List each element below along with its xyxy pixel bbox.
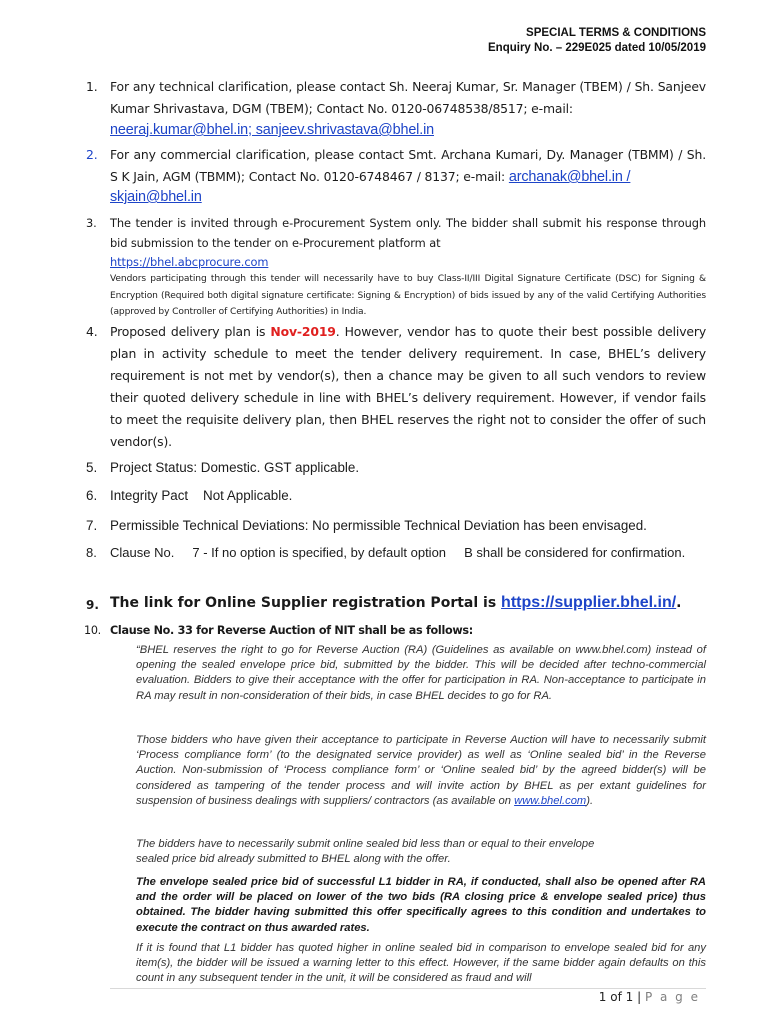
clause-item-10: [84, 623, 706, 639]
delivery-date-highlight: Nov-2019: [270, 324, 336, 339]
bhel-website-link[interactable]: www.bhel.com: [514, 794, 587, 807]
item-text: Project Status: Domestic. GST applicable.: [110, 460, 360, 475]
clause-item-4: [86, 321, 707, 453]
reverse-auction-paragraph-5: If it is found that L1 bidder has quoted higher in online sealed bid in comparison to envelope sealed bid for any item(s), the bidder will be issued a warning letter to this effect. However, if the same bidder again defaults on this count in any subsequent tender in the unit, it will be considered as fraud and will: [136, 942, 706, 985]
item-text-pre: Proposed delivery plan is: [110, 324, 271, 339]
item-text: Integrity Pact Not Applicable.: [110, 488, 293, 503]
item-number: 10.: [84, 624, 101, 637]
footer-divider: [110, 988, 706, 989]
eprocurement-link[interactable]: https://bhel.abcprocure.com: [110, 255, 269, 269]
item-text-post: . However, vendor has to quote their best possible delivery plan in activity schedule to meet the tender delivery requirement. In case, BHEL’s delivery requirement is not met by vendor(s), then a chance may be given to all such vendors to review their quoted delivery schedule in line with BHEL’s delivery requirement. However, if vendor fails to meet the requisite delivery plan, then BHEL reserves the right not to consider the offer of such vendor(s).: [110, 324, 707, 449]
dsc-note: Vendors participating through this tender will necessarily have to buy Class-II/III Digital Signature Certificate (DSC) for Signing & Encryption (Required both digital signature certificate: Signing & Encryption) of bids issued by any of the valid Certifying Authorities (approved by Controller of Certifying Authorities) in India.: [110, 274, 706, 317]
item-text: Clause No. 7 - If no option is specified, by default option B shall be considered for confirmation.: [110, 545, 686, 560]
clause-item-7: [86, 517, 706, 535]
clause-item-8: [86, 544, 706, 562]
document-header: [488, 26, 706, 56]
paragraph-text: Those bidders who have given their acceptance to participate in Reverse Auction will have to necessarily submit ‘Process compliance form’ (to the designated service provider) as well as ‘Online sealed bid’ in the Reverse Auction. Non-submission of ‘Process compliance form’ or ‘Online sealed bid’ by the agreed bidder(s) will be considered as tampering of the tender process and will invite action by BHEL as per extant guidelines for suspension of business dealings with suppliers/ contractors (as available on: [136, 734, 706, 807]
item-number: 1.: [86, 79, 98, 94]
clause-item-3: [86, 213, 706, 321]
supplier-portal-link[interactable]: https://supplier.bhel.in/: [501, 594, 677, 611]
item-text: The link for Online Supplier registration Portal is: [110, 595, 502, 611]
item-number: 5.: [86, 460, 98, 475]
item-text-end: .: [676, 595, 682, 611]
page-label: P a g e: [644, 990, 700, 1004]
page-footer: [599, 990, 700, 1004]
clause-item-9: [86, 593, 706, 613]
clause-item-6: [86, 487, 706, 505]
technical-contact-email-link[interactable]: neeraj.kumar@bhel.in; sanjeev.shrivastava@bhel.in: [110, 122, 434, 138]
item-text: For any commercial clarification, please contact Smt. Archana Kumari, Dy. Manager (TBMM) / Sh. S K Jain, AGM (TBMM); Contact No. 0120-6748467 / 8137; e-mail:: [110, 147, 706, 184]
item-heading: Clause No. 33 for Reverse Auction of NIT shall be as follows:: [110, 624, 473, 637]
clause-item-1: [86, 76, 706, 141]
commercial-contact-email-link-1[interactable]: archanak@bhel.in /: [508, 169, 631, 185]
clause-item-5: [86, 459, 706, 477]
item-number: 7.: [86, 518, 98, 533]
item-text: Permissible Technical Deviations: No permissible Technical Deviation has been envisaged.: [110, 518, 647, 533]
header-title: SPECIAL TERMS & CONDITIONS: [526, 27, 706, 39]
reverse-auction-paragraph-3: The bidders have to necessarily submit online sealed bid less than or equal to their envelope sealed price bid already submitted to BHEL along with the offer.: [136, 838, 595, 866]
clause-item-2: [86, 144, 706, 208]
paragraph-text-end: ).: [586, 794, 594, 807]
reverse-auction-paragraph-1: “BHEL reserves the right to go for Reverse Auction (RA) (Guidelines as available on www.bhel.com) instead of opening the sealed envelope price bid, submitted by the bidder. This will be decided after techno-commercial evaluation. Bidders to give their acceptance with the offer for participation in RA. Non-acceptance to participate in RA may result in non-consideration of their bids, in case BHEL decides to go for RA.: [136, 644, 706, 702]
item-text: The tender is invited through e-Procurement System only. The bidder shall submit his response through bid submission to the tender on e-Procurement platform at: [110, 216, 706, 250]
item-number: 9.: [86, 598, 99, 612]
commercial-contact-email-link-2[interactable]: skjain@bhel.in: [110, 189, 202, 205]
item-number: 3.: [86, 216, 97, 230]
item-number: 4.: [86, 324, 98, 339]
header-enquiry-number: Enquiry No. – 229E025 dated 10/05/2019: [488, 42, 706, 54]
item-number: 2.: [86, 147, 98, 162]
reverse-auction-paragraph-2: [136, 733, 706, 809]
item-number: 6.: [86, 488, 98, 503]
page-number: 1 of 1 |: [598, 990, 642, 1004]
item-text: For any technical clarification, please contact Sh. Neeraj Kumar, Sr. Manager (TBEM) / Sh. Sanjeev Kumar Shrivastava, DGM (TBEM); Contact No. 0120-06748538/8517; e-mail:: [110, 79, 706, 116]
item-number: 8.: [86, 545, 97, 560]
reverse-auction-paragraph-4: The envelope sealed price bid of successful L1 bidder in RA, if conducted, shall also be opened after RA and the order will be placed on lower of the two bids (RA closing price & envelope sealed price) thus obtained. The bidder having submitted this offer specifically agrees to this condition and undertakes to execute the contract on thus awarded rates.: [136, 876, 706, 934]
